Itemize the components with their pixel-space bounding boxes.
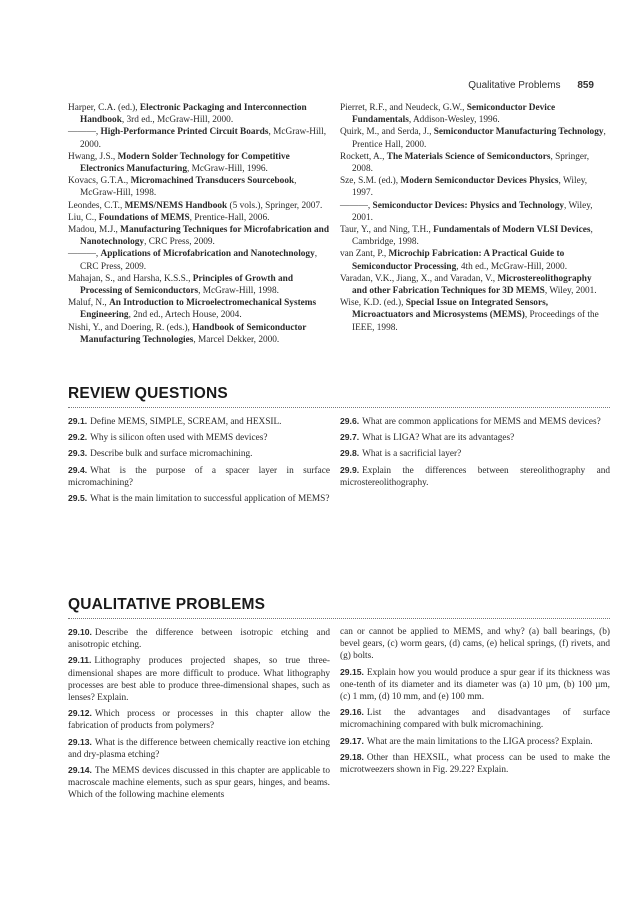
running-head [468, 80, 594, 91]
reference-authors: van Zant, P., [340, 249, 389, 260]
bibliography-entry [340, 200, 608, 224]
question-text: Other than HEXSIL, what process can be used to make the microtweezers shown in Fig. 29.22? Explain. [340, 752, 610, 776]
review-questions-heading: REVIEW QUESTIONS [68, 385, 228, 402]
qualitative-problems-heading: QUALITATIVE PROBLEMS [68, 596, 266, 613]
question-number: 29.10. [68, 627, 92, 637]
reference-authors: Harper, C.A. (ed.), [68, 103, 140, 113]
reference-authors: ———, [340, 200, 373, 211]
bibliography-entry [68, 248, 330, 272]
question-number: 29.7. [340, 432, 360, 443]
question-number: 29.13. [68, 736, 92, 747]
reference-authors: Varadan, V.K., Jiang, X., and Varadan, V., [340, 273, 498, 284]
review-questions-left-column [68, 415, 330, 508]
reference-authors: Quirk, M., and Serda, J., [340, 127, 434, 138]
question-text: Explain how you would produce a spur gear if its thickness was one-tenth of its diameter and its diameter was (a) 10 µm, (b) 100 µm, (c) 1 mm, (d) 10 mm, and (e) 100 mm. [340, 667, 610, 703]
bibliography-entry [68, 151, 330, 175]
question-number: 29.17. [340, 735, 364, 746]
reference-title: Modern Semiconductor Devices Physics [400, 176, 559, 187]
reference-authors: Wise, K.D. (ed.), [340, 298, 406, 309]
question-item [340, 751, 610, 776]
reference-publisher: , Marcel Dekker, 2000. [193, 334, 280, 345]
bibliography-entry [68, 322, 330, 346]
reference-title: Principles of Growth and Processing of Semiconductors [80, 273, 294, 297]
question-text: List the advantages and disadvantages of surface micromachining compared with bulk micromachining. [340, 708, 610, 731]
reference-publisher: , McGraw-Hill, 1998. [80, 176, 297, 199]
question-number: 29.8. [340, 448, 360, 459]
question-text: What is the main limitation to successful application of MEMS? [90, 494, 330, 505]
bibliography-entry [340, 224, 608, 248]
bibliography-entry [68, 126, 330, 150]
reference-authors: Maluf, N., [68, 298, 110, 309]
question-item [68, 415, 330, 428]
reference-title: Modern Solder Technology for Competitive Electronics Manufacturing [80, 151, 290, 175]
running-head-section: Qualitative Problems [468, 80, 561, 91]
bibliography-entry [68, 224, 330, 248]
reference-title: Special Issue on Integrated Sensors, Microactuators and Microsystems (MEMS) [352, 298, 549, 321]
question-number: 29.3. [68, 448, 88, 459]
reference-authors: Kovacs, G.T.A., [68, 176, 131, 187]
reference-publisher: , McGraw-Hill, 1996. [187, 164, 268, 175]
page-number: 859 [577, 80, 594, 91]
reference-title: Applications of Microfabrication and Nanotechnology [100, 249, 315, 260]
question-text: What is the difference between chemically reactive ion etching and dry-plasma etching? [68, 737, 330, 760]
question-text: Why is silicon often used with MEMS devices? [90, 433, 268, 444]
question-item [68, 654, 330, 704]
reference-title: Microchip Fabrication: A Practical Guide to Semiconductor Processing [352, 249, 565, 272]
reference-authors: Rockett, A., [340, 151, 387, 162]
reference-title: The Materials Science of Semiconductors [386, 151, 551, 162]
question-item [340, 666, 610, 704]
reference-title: An Introduction to Microelectromechanical Systems Engineering [80, 298, 317, 321]
reference-publisher: (5 vols.), Springer, 2007. [227, 200, 323, 211]
bibliography-entry [340, 297, 608, 334]
bibliography-entry [340, 151, 608, 175]
reference-title: Micromachined Transducers Sourcebook [130, 176, 295, 187]
question-item [340, 431, 610, 444]
question-number: 29.18. [340, 751, 364, 762]
question-item [68, 431, 330, 444]
question-text: Describe the difference between isotropic etching and anisotropic etching. [68, 628, 330, 651]
question-item [340, 447, 610, 460]
reference-publisher: , Wiley, 1997. [352, 176, 588, 199]
qualitative-problems-left-column [68, 626, 330, 805]
reference-authors: Madou, M.J., [68, 225, 121, 236]
question-number: 29.11. [68, 655, 92, 666]
qualitative-heading-rule [68, 618, 610, 619]
reference-publisher: , Prentice Hall, 2000. [352, 127, 606, 150]
review-questions-right-column [340, 415, 610, 492]
reference-authors: Liu, C., [68, 212, 99, 223]
question-number: 29.12. [68, 708, 92, 719]
reference-publisher: , Prentice-Hall, 2006. [189, 212, 270, 223]
question-item [340, 735, 610, 748]
reference-publisher: , 2nd ed., Artech House, 2004. [128, 310, 242, 321]
question-item [68, 736, 330, 761]
question-item [340, 415, 610, 428]
question-number: 29.2. [68, 432, 88, 443]
question-item [340, 626, 610, 663]
qualitative-problems-right-column [340, 626, 610, 779]
question-number: 29.1. [68, 416, 88, 426]
question-text: Which process or processes in this chapter allow the fabrication of products from polymers? [68, 709, 330, 732]
question-text: What is a sacrificial layer? [362, 449, 462, 460]
reference-title: Microstereolithography and other Fabrication Techniques for 3D MEMS [352, 273, 592, 297]
question-number: 29.4. [68, 464, 88, 475]
bibliography-entry [340, 102, 608, 126]
reference-authors: Nishi, Y., and Doering, R. (eds.), [68, 322, 193, 333]
bibliography-entry [340, 273, 608, 297]
reference-publisher: , McGraw-Hill, 2000. [80, 127, 327, 150]
question-item [68, 764, 330, 802]
question-item [340, 464, 610, 489]
question-item [68, 464, 330, 489]
bibliography-entry [68, 212, 330, 224]
reference-publisher: , Addison-Wesley, 1996. [408, 115, 500, 126]
reference-title: Fundamentals of Modern VLSI Devices [433, 225, 591, 236]
question-text: Define MEMS, SIMPLE, SCREAM, and HEXSIL. [90, 417, 282, 427]
question-item [68, 707, 330, 732]
question-number: 29.16. [340, 707, 364, 718]
bibliography-entry [68, 102, 330, 126]
question-item [68, 492, 330, 505]
reference-title: Semiconductor Devices: Physics and Technology [372, 200, 565, 211]
question-text: What is LIGA? What are its advantages? [362, 433, 515, 444]
question-number: 29.15. [340, 666, 364, 677]
question-text: What are common applications for MEMS and MEMS devices? [362, 417, 601, 427]
reference-authors: Hwang, J.S., [68, 151, 118, 162]
reference-authors: Sze, S.M. (ed.), [340, 176, 401, 187]
reference-title: Semiconductor Manufacturing Technology [433, 127, 604, 138]
question-text: Lithography produces projected shapes, so true three-dimensional shapes are more difficult to produce. What lithography processes are best able to produce three-dimensional shapes, such as lenses? Explain. [68, 656, 330, 704]
reference-publisher: , Cambridge, 1998. [352, 225, 593, 248]
question-item [340, 706, 610, 731]
review-heading-rule [68, 407, 610, 408]
reference-authors: Taur, Y., and Ning, T.H., [340, 225, 434, 236]
question-text: What is the purpose of a spacer layer in surface micromachining? [68, 465, 330, 488]
question-text: Explain the differences between stereolithography and microstereolithography. [340, 465, 610, 488]
question-number: 29.9. [340, 464, 360, 475]
reference-authors: Leondes, C.T., [68, 200, 125, 211]
reference-publisher: , Wiley, 2001. [352, 200, 593, 223]
reference-publisher: , Springer, 2008. [352, 151, 590, 175]
reference-publisher: , McGraw-Hill, 1998. [198, 286, 279, 297]
question-text: Describe bulk and surface micromachining. [90, 449, 253, 460]
question-text: The MEMS devices discussed in this chapter are applicable to macroscale machine elements, such as spur gears, hinges, and beams. Which of the following machine elements [68, 766, 330, 801]
bibliography-entry [68, 200, 330, 212]
bibliography-entry [340, 126, 608, 150]
reference-title: High-Performance Printed Circuit Boards [100, 127, 269, 138]
question-item [68, 447, 330, 460]
reference-publisher: , 4th ed., McGraw-Hill, 2000. [456, 261, 568, 272]
reference-publisher: , Proceedings of the IEEE, 1998. [352, 310, 599, 333]
reference-publisher: , 3rd ed., McGraw-Hill, 2000. [121, 115, 234, 126]
bibliography-entry [68, 273, 330, 297]
reference-title: MEMS/NEMS Handbook [124, 200, 228, 211]
question-number: 29.5. [68, 493, 88, 504]
bibliography-entry [340, 175, 608, 199]
reference-title: Electronic Packaging and Interconnection Handbook [80, 103, 307, 126]
reference-title: Semiconductor Device Fundamentals [352, 103, 556, 126]
bibliography-entry [68, 297, 330, 321]
reference-title: Handbook of Semiconductor Manufacturing Technologies [80, 322, 307, 345]
reference-authors: Mahajan, S., and Harsha, K.S.S., [68, 273, 193, 284]
bibliography-left-column [68, 102, 330, 346]
question-item [68, 626, 330, 651]
bibliography-right-column [340, 102, 608, 334]
reference-authors: ———, [68, 127, 101, 138]
reference-publisher: , CRC Press, 2009. [144, 237, 215, 248]
bibliography-entry [68, 175, 330, 199]
reference-authors: ———, [68, 249, 101, 260]
reference-title: Manufacturing Techniques for Microfabrication and Nanotechnology [80, 225, 330, 248]
reference-publisher: , CRC Press, 2009. [80, 249, 318, 272]
question-text: can or cannot be applied to MEMS, and why? (a) ball bearings, (b) bevel gears, (c) worm gears, (d) cams, (e) helical springs, (f) rivets, and (g) bolts. [340, 627, 610, 662]
question-number: 29.14. [68, 765, 92, 776]
bibliography-entry [340, 248, 608, 272]
question-text: What are the main limitations to the LIGA process? Explain. [366, 736, 593, 747]
reference-publisher: , Wiley, 2001. [544, 286, 597, 297]
question-number: 29.6. [340, 416, 360, 426]
reference-authors: Pierret, R.F., and Neudeck, G.W., [340, 103, 467, 113]
reference-title: Foundations of MEMS [98, 212, 190, 223]
